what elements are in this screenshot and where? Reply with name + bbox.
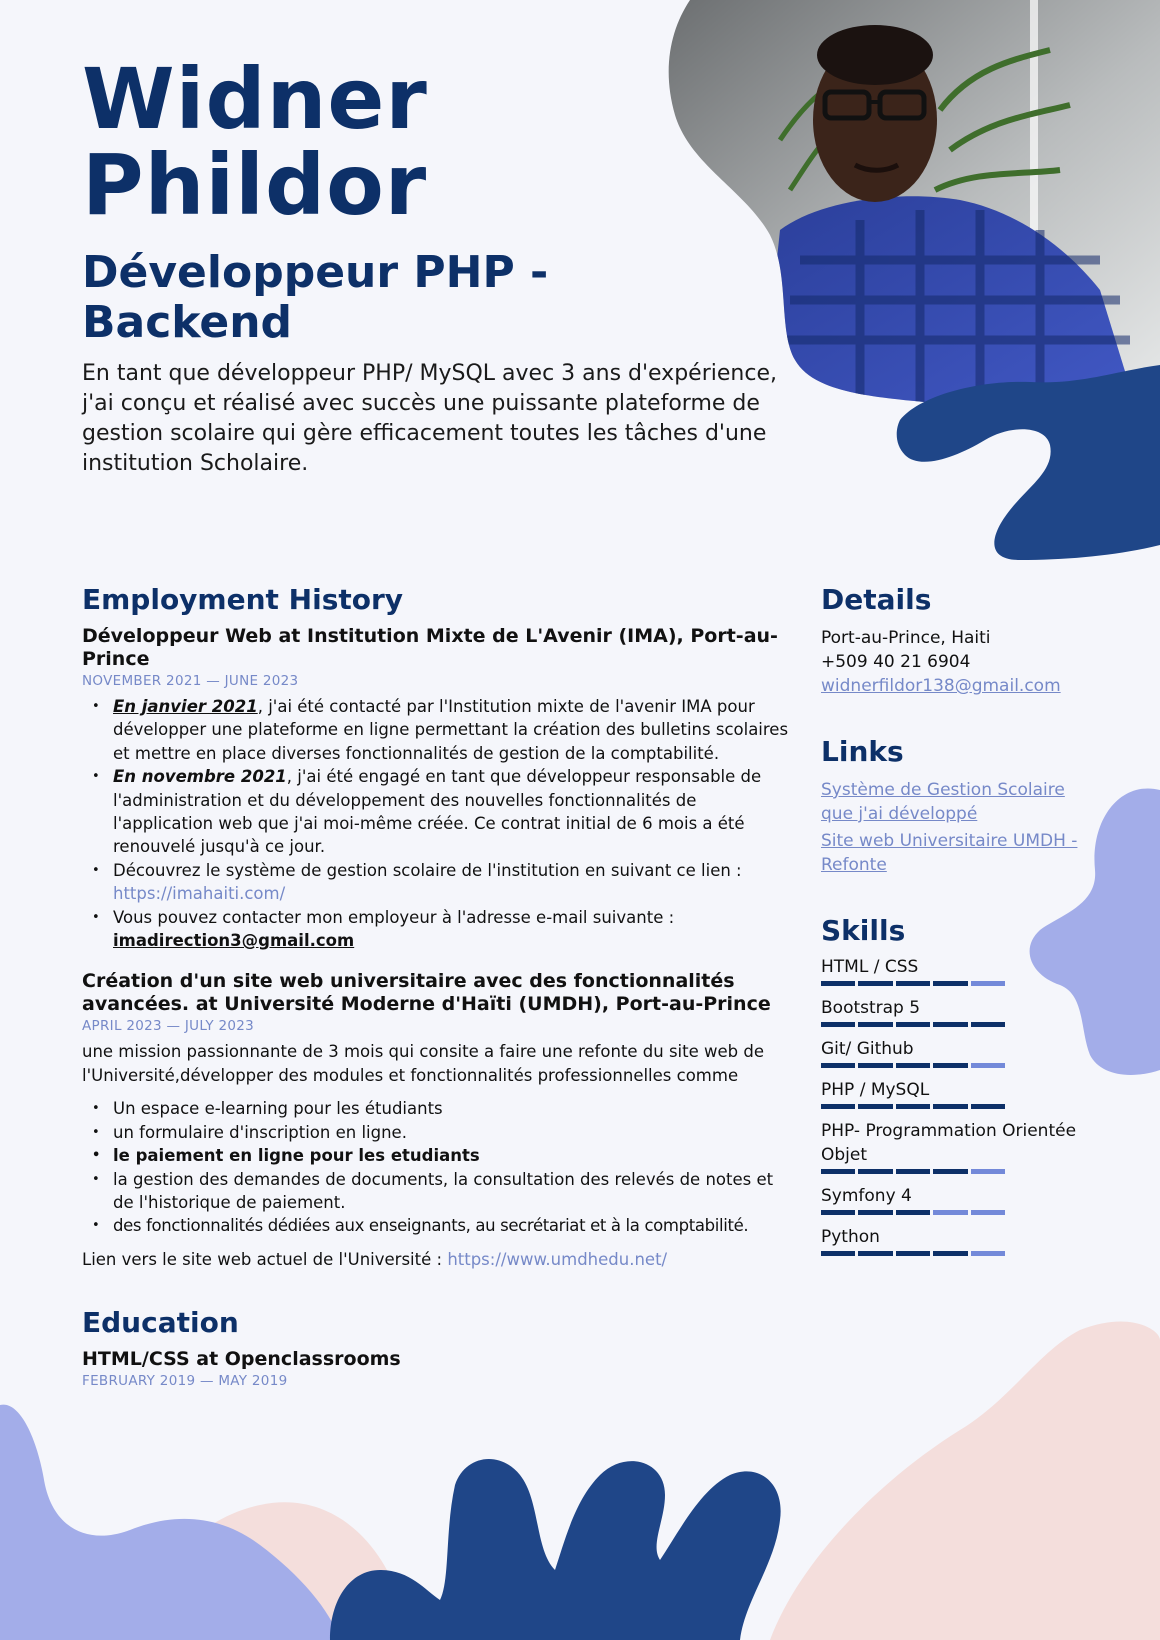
education-heading: Education xyxy=(82,1306,239,1340)
education-section xyxy=(82,1305,794,1391)
profile-summary: En tant que développeur PHP/ MySQL avec 3 ans d'expérience, j'ai conçu et réalisé avec succès une puissante plateforme de gestion scolaire qui gère efficacement toutes les tâches d'une institution Scholaire. xyxy=(82,361,777,476)
list-item xyxy=(92,906,794,953)
skill-level-bar xyxy=(821,981,1005,986)
skill-level-bar xyxy=(821,1210,1005,1215)
bullet-text: Découvrez le système de gestion scolaire de l'institution en suivant ce lien : xyxy=(113,860,742,880)
skills-list xyxy=(821,955,1081,1256)
skill-level-segment xyxy=(858,1104,892,1109)
skill-level-segment xyxy=(858,981,892,986)
list-item: • Un espace e-learning pour les étudiants xyxy=(92,1097,794,1120)
skill-item xyxy=(821,1037,1081,1068)
skill-name: PHP- Programmation Orientée Objet xyxy=(821,1121,1077,1165)
job-bullets-umdh xyxy=(92,1097,794,1237)
job-intro-umdh: une mission passionnante de 3 mois qui consite a faire une refonte du site web de l'Université,développer des modules et fonctionnalités professionnelles comme xyxy=(82,1042,764,1085)
education-dates: FEBRUARY 2019 — MAY 2019 xyxy=(82,1373,288,1390)
skill-level-segment xyxy=(821,1022,855,1027)
skill-level-bar xyxy=(821,1169,1005,1174)
list-item: • la gestion des demandes de documents, la consultation des relevés de notes et de l'historique de paiement. xyxy=(92,1168,794,1215)
skill-level-segment xyxy=(821,1251,855,1256)
skill-level-bar xyxy=(821,1063,1005,1068)
skill-level-segment xyxy=(933,1104,967,1109)
skill-level-segment xyxy=(971,1063,1005,1068)
skill-name: Python xyxy=(821,1227,880,1247)
skill-level-segment xyxy=(821,1169,855,1174)
job-dates-umdh: APRIL 2023 — JULY 2023 xyxy=(82,1018,255,1035)
skill-level-segment xyxy=(971,1251,1005,1256)
university-link-line xyxy=(82,1248,794,1271)
list-item: • le paiement en ligne pour les etudiants xyxy=(92,1144,794,1167)
university-link-label: Lien vers le site web actuel de l'Université : xyxy=(82,1249,448,1269)
skill-level-segment xyxy=(896,1251,930,1256)
skill-level-bar xyxy=(821,1022,1005,1027)
skill-level-segment xyxy=(821,981,855,986)
skills-heading: Skills xyxy=(821,914,906,947)
skill-name: HTML / CSS xyxy=(821,957,919,977)
job-dates-ima: NOVEMBER 2021 — JUNE 2023 xyxy=(82,673,299,689)
job-title-ima: Développeur Web at Institution Mixte de L'Avenir (IMA), Port-au-Prince xyxy=(82,625,778,670)
details-phone: +509 40 21 6904 xyxy=(821,652,971,672)
skill-item xyxy=(821,1119,1081,1174)
name-last: Phildor xyxy=(82,136,428,234)
bullet-text: , j'ai été engagé en tant que développeur responsable de l'administration et du développement des nouvelles fonctionnalités de l'application web que j'ai moi-même créée. Ce contrat initial de 6 mois a été renouvelé jusqu'à ce jour. xyxy=(113,767,762,857)
details-email-link[interactable]: widnerfildor138@gmail.com xyxy=(821,676,1061,696)
skill-item xyxy=(821,955,1081,986)
name-first: Widner xyxy=(82,50,428,148)
bullet-text: Vous pouvez contacter mon employeur à l'adresse e-mail suivante : xyxy=(113,907,675,927)
skill-level-segment xyxy=(896,981,930,986)
skill-level-segment xyxy=(971,1104,1005,1109)
skill-level-segment xyxy=(896,1022,930,1027)
list-item xyxy=(92,765,794,859)
side-column xyxy=(821,582,1081,1266)
skill-level-segment xyxy=(896,1169,930,1174)
skill-level-segment xyxy=(858,1169,892,1174)
skill-level-segment xyxy=(896,1063,930,1068)
list-item: • un formulaire d'inscription en ligne. xyxy=(92,1121,794,1144)
list-item xyxy=(92,695,794,765)
job-title-line2: Backend xyxy=(82,297,293,348)
skill-level-segment xyxy=(858,1210,892,1215)
emphasis-date: En janvier 2021 xyxy=(113,697,258,716)
education-title: HTML/CSS at Openclassrooms xyxy=(82,1348,401,1371)
details-heading: Details xyxy=(821,583,932,616)
skill-level-segment xyxy=(821,1063,855,1068)
skill-level-segment xyxy=(971,1169,1005,1174)
job-entry-umdh xyxy=(82,970,794,1271)
skill-level-segment xyxy=(933,1251,967,1256)
skill-level-segment xyxy=(971,1022,1005,1027)
job-title xyxy=(82,248,642,348)
main-column xyxy=(82,582,794,1395)
skill-level-bar xyxy=(821,1104,1005,1109)
skill-level-segment xyxy=(933,1169,967,1174)
skill-level-segment xyxy=(933,1063,967,1068)
skill-level-segment xyxy=(821,1210,855,1215)
list-item: • des fonctionnalités dédiées aux enseignants, au secrétariat et à la comptabilité. xyxy=(92,1214,794,1237)
link-school-management[interactable]: Système de Gestion Scolaire que j'ai développé xyxy=(821,780,1065,824)
skill-name: Symfony 4 xyxy=(821,1186,912,1206)
skill-item xyxy=(821,1184,1081,1215)
list-item xyxy=(92,859,794,906)
skill-name: PHP / MySQL xyxy=(821,1080,930,1100)
skill-name: Bootstrap 5 xyxy=(821,998,921,1018)
employer-email-link[interactable]: imadirection3@gmail.com xyxy=(113,931,355,951)
emphasis-date: En novembre 2021 xyxy=(113,767,287,787)
skill-level-bar xyxy=(821,1251,1005,1256)
skill-level-segment xyxy=(933,1022,967,1027)
skill-level-segment xyxy=(896,1210,930,1215)
skill-level-segment xyxy=(858,1251,892,1256)
skill-level-segment xyxy=(821,1104,855,1109)
employment-heading: Employment History xyxy=(82,583,404,616)
job-bullets-ima xyxy=(92,695,794,952)
skill-level-segment xyxy=(971,981,1005,986)
skill-item xyxy=(821,1078,1081,1109)
job-title-umdh: Création d'un site web universitaire avec des fonctionnalités avancées. at Université Moderne d'Haïti (UMDH), Port-au-Prince xyxy=(82,970,771,1016)
links-heading: Links xyxy=(821,735,904,768)
skill-level-segment xyxy=(933,1210,967,1215)
skill-item xyxy=(821,996,1081,1027)
skill-level-segment xyxy=(933,981,967,986)
skill-level-segment xyxy=(971,1210,1005,1215)
skill-level-segment xyxy=(858,1022,892,1027)
job-title-line1: Développeur PHP - xyxy=(82,247,549,298)
link-umdh-redesign[interactable]: Site web Universitaire UMDH - Refonte xyxy=(821,831,1078,875)
details-address: Port-au-Prince, Haiti xyxy=(821,628,991,648)
skill-name: Git/ Github xyxy=(821,1039,914,1059)
skill-level-segment xyxy=(858,1063,892,1068)
bullet-text: , j'ai été contacté par l'Institution mixte de l'avenir IMA pour développer une plateforme en ligne permettant la création des bulletins scolaires et mettre en place diverses fonctionnalités de gestion de la comptabilité. xyxy=(113,697,789,763)
job-entry-ima xyxy=(82,625,794,952)
ima-website-link[interactable]: https://imahaiti.com/ xyxy=(113,884,286,904)
candidate-name xyxy=(82,50,602,234)
umdh-website-link[interactable]: https://www.umdhedu.net/ xyxy=(447,1249,668,1269)
skill-item xyxy=(821,1225,1081,1256)
skill-level-segment xyxy=(896,1104,930,1109)
